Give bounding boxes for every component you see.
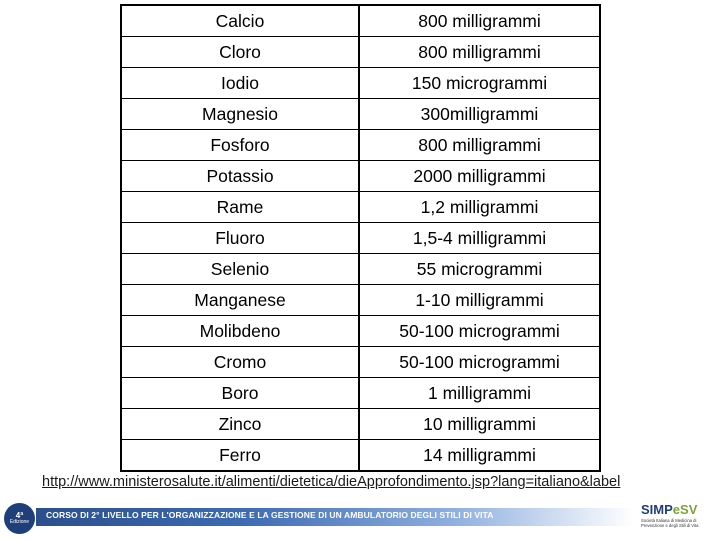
nutrient-table [120, 4, 601, 472]
nutrient-amount: 800 milligrammi [418, 10, 541, 31]
table-row [122, 223, 599, 254]
table-row [122, 192, 599, 223]
table-row [122, 347, 599, 378]
table-row [122, 68, 599, 99]
nutrient-name: Fosforo [122, 130, 360, 160]
nutrient-amount: 10 milligrammi [423, 413, 536, 434]
nutrient-name: Ferro [122, 440, 360, 470]
nutrient-name: Cromo [122, 347, 360, 377]
nutrient-amount: 50-100 microgrammi [399, 320, 560, 341]
nutrient-name: Iodio [122, 68, 360, 98]
nutrient-amount: 2000 milligrammi [413, 165, 546, 186]
table-row [122, 254, 599, 285]
logo-subtitle: Società Italiana di Medicina di Prevenzione e degli Stili di Vita [641, 518, 699, 528]
nutrient-amount: 800 milligrammi [418, 134, 541, 155]
table-row [122, 161, 599, 192]
nutrient-amount: 55 microgrammi [416, 258, 543, 279]
nutrient-amount: 1-10 milligrammi [415, 289, 544, 310]
nutrient-name: Fluoro [122, 223, 360, 253]
nutrient-name: Selenio [122, 254, 360, 284]
nutrient-amount: 1 milligrammi [427, 382, 532, 403]
table-row [122, 440, 599, 470]
table-row [122, 99, 599, 130]
source-link[interactable]: http://www.ministerosalute.it/alimenti/dietetica/dieApprofondimento.jsp?lang=italiano&label [42, 474, 621, 490]
nutrient-amount: 1,2 milligrammi [420, 196, 539, 217]
nutrient-name: Rame [122, 192, 360, 222]
table-row [122, 316, 599, 347]
nutrient-amount: 800 milligrammi [418, 41, 541, 62]
nutrient-name: Calcio [122, 6, 360, 36]
nutrient-amount: 300milligrammi [420, 103, 539, 124]
table-row [122, 285, 599, 316]
nutrient-name: Boro [122, 378, 360, 408]
logo-accent: eSV [672, 502, 698, 517]
table-row [122, 6, 599, 37]
course-title: CORSO DI 2° LIVELLO PER L'ORGANIZZAZIONE E LA GESTIONE DI UN AMBULATORIO DEGLI STILI DI VITA [46, 510, 494, 520]
table-row [122, 378, 599, 409]
nutrient-amount: 1,5-4 milligrammi [412, 227, 547, 248]
nutrient-amount: 50-100 microgrammi [399, 351, 560, 372]
nutrient-name: Molibdeno [122, 316, 360, 346]
nutrient-name: Potassio [122, 161, 360, 191]
nutrient-name: Manganese [122, 285, 360, 315]
table-row [122, 130, 599, 161]
nutrient-amount: 150 microgrammi [411, 72, 548, 93]
table-row [122, 37, 599, 68]
nutrient-amount: 14 milligrammi [423, 444, 536, 465]
simpesv-logo [641, 502, 697, 517]
nutrient-name: Cloro [122, 37, 360, 67]
nutrient-name: Zinco [122, 409, 360, 439]
edition-badge [4, 503, 35, 534]
nutrient-name: Magnesio [122, 99, 360, 129]
logo-main: SIMP [641, 502, 673, 517]
table-row [122, 409, 599, 440]
edition-label: Edizione [9, 519, 30, 526]
edition-number: 4ª [15, 510, 24, 520]
